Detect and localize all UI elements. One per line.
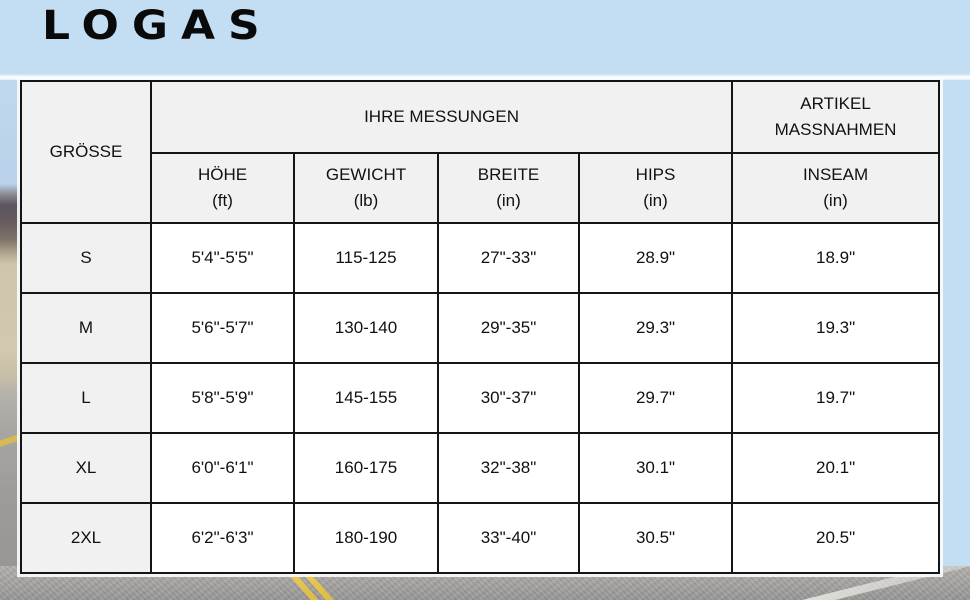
table-row-l [21,363,939,433]
header-unit: (ft) [212,191,233,210]
column-header-breite [438,153,579,223]
size-cell: S [21,223,151,293]
size-cell: XL [21,433,151,503]
size-cell: 2XL [21,503,151,573]
data-cell: 29.7" [579,363,732,433]
size-cell: L [21,363,151,433]
header-unit: (lb) [353,191,379,210]
group-header-line2: MASSNAHMEN [774,120,897,139]
data-cell: 28.9" [579,223,732,293]
table-row-s [21,223,939,293]
data-cell: 30.5" [579,503,732,573]
data-cell: 18.9" [732,223,939,293]
header-unit: (in) [496,191,521,210]
data-cell: 6'0"-6'1" [151,433,294,503]
data-cell: 5'8"-5'9" [151,363,294,433]
size-chart-table [20,80,940,574]
data-cell: 130-140 [294,293,438,363]
data-cell: 30"-37" [438,363,579,433]
size-cell: M [21,293,151,363]
column-header-groesse: GRÖSSE [21,81,151,223]
table-row-xl [21,433,939,503]
column-header-gewicht [294,153,438,223]
group-header-ihre-messungen: IHRE MESSUNGEN [151,81,732,153]
header-unit: (in) [643,191,668,210]
data-cell: 160-175 [294,433,438,503]
data-cell: 33"-40" [438,503,579,573]
group-header-artikel-massnahmen [732,81,939,153]
data-cell: 180-190 [294,503,438,573]
data-cell: 30.1" [579,433,732,503]
column-header-hoehe [151,153,294,223]
data-cell: 20.1" [732,433,939,503]
data-cell: 145-155 [294,363,438,433]
data-cell: 19.3" [732,293,939,363]
data-cell: 27"-33" [438,223,579,293]
data-cell: 115-125 [294,223,438,293]
header-name: HIPS [635,165,676,184]
data-cell: 29.3" [579,293,732,363]
header-name: GEWICHT [325,165,407,184]
data-cell: 6'2"-6'3" [151,503,294,573]
table-row-m [21,293,939,363]
header-name: INSEAM [802,165,869,184]
data-cell: 5'4"-5'5" [151,223,294,293]
data-cell: 32"-38" [438,433,579,503]
data-cell: 19.7" [732,363,939,433]
table-row-2xl [21,503,939,573]
data-cell: 20.5" [732,503,939,573]
data-cell: 5'6"-5'7" [151,293,294,363]
header-name: BREITE [477,165,540,184]
data-cell: 29"-35" [438,293,579,363]
column-header-inseam [732,153,939,223]
brand-logo: LOGAS [42,2,273,49]
column-header-hips [579,153,732,223]
header-name: HÖHE [197,165,248,184]
distant-yellow-lane-marking [0,432,22,448]
desert-mountains-left [0,79,22,600]
group-header-line1: ARTIKEL [800,94,871,113]
header-unit: (in) [823,191,848,210]
